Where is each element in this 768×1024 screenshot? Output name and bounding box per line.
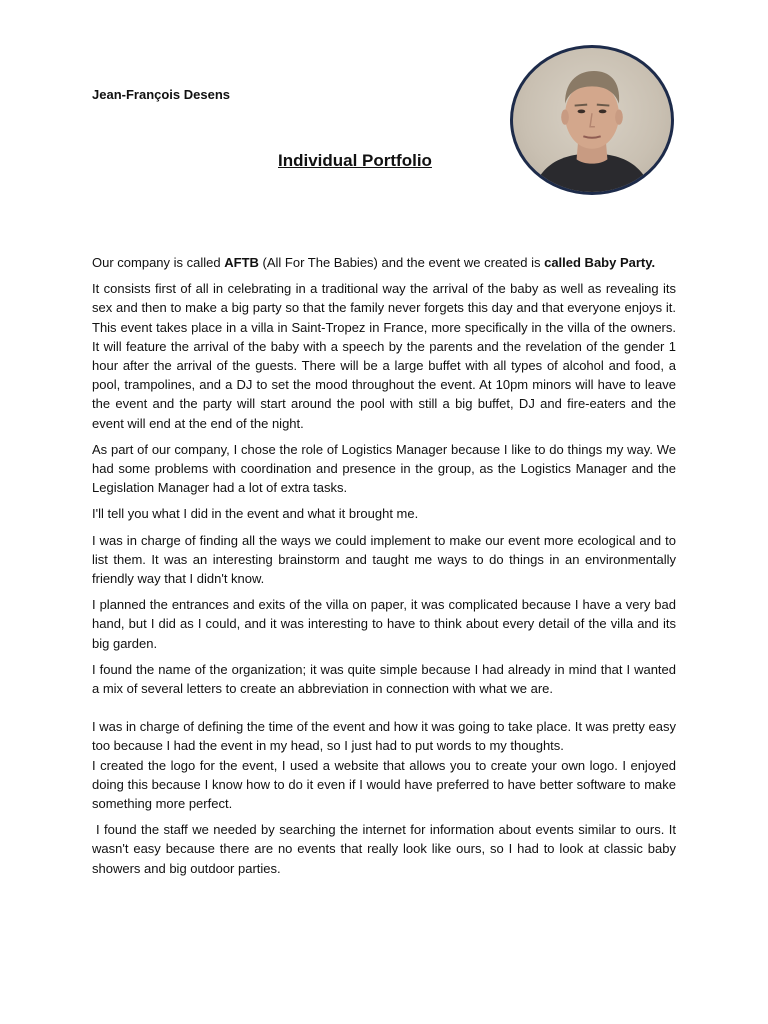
- paragraph-role: As part of our company, I chose the role of Logistics Manager because I like to do things my way. We had some problems with coordination and presence in the group, as the Logistics Manager and the Legislation Manager had a lot of extra tasks.: [92, 441, 676, 496]
- event-name: called Baby Party.: [544, 255, 656, 270]
- portrait-photo-icon: [510, 45, 674, 195]
- paragraph-planning: I planned the entrances and exits of the villa on paper, it was complicated because I have a very bad hand, but I did as I could, and it was interesting to have to think about every detail of the villa and its big garden.: [92, 597, 676, 651]
- paragraph-ecology: I was in charge of finding all the ways we could implement to make our event more ecological and to list them. It was an interesting brainstorm and taught me ways to do things in an environmentally friendly way that I didn't know.: [92, 532, 676, 587]
- paragraph-timing: I was in charge of defining the time of the event and how it was going to take place. It was pretty easy too because I had the event in my head, so I just had to put words to my thoughts.: [92, 719, 676, 754]
- intro-text-1: Our company is called: [92, 255, 225, 270]
- document-title: Individual Portfolio: [278, 151, 432, 170]
- company-name: AFTB: [224, 255, 259, 270]
- paragraph-logo: I created the logo for the event, I used a website that allows you to create your own logo. I enjoyed doing this because I know how to do it even if I would have preferred to have better software to make something more perfect.: [92, 757, 676, 812]
- intro-text-2: (All For The Babies) and the event we created is: [258, 255, 545, 270]
- paragraph-overview: I'll tell you what I did in the event and what it brought me.: [92, 506, 419, 522]
- intro-paragraph: [92, 253, 676, 272]
- paragraph-event-description: It consists first of all in celebrating in a traditional way the arrival of the baby as well as revealing its sex and then to make a big party so that the family never forgets this day and that everyone enjoys it. This event takes place in a villa in Saint-Tropez in France, more specifically in the villa of the owners. It will feature the arrival of the baby with a speech by the parents and the revelation of the gender 1 hour after the arrival of the guests. There will be a large buffet with all types of alcohol and food, a pool, trampolines, and a DJ to set the mood throughout the event. At 10pm minors will have to leave the event and the party will start around the pool with still a big buffet, DJ and fire-eaters and the event will end at the end of the night.: [92, 281, 676, 431]
- paragraph-staff: I found the staff we needed by searching the internet for information about events similar to ours. It wasn't easy because there are no events that really look like ours, so I had to look at classic baby showers and big outdoor parties.: [92, 822, 676, 876]
- paragraph-organization-name: I found the name of the organization; it was quite simple because I had already in mind that I wanted a mix of several letters to create an abbreviation in connection with what we are.: [92, 661, 676, 697]
- author-name: Jean-François Desens: [92, 87, 231, 102]
- body-text: [92, 253, 676, 885]
